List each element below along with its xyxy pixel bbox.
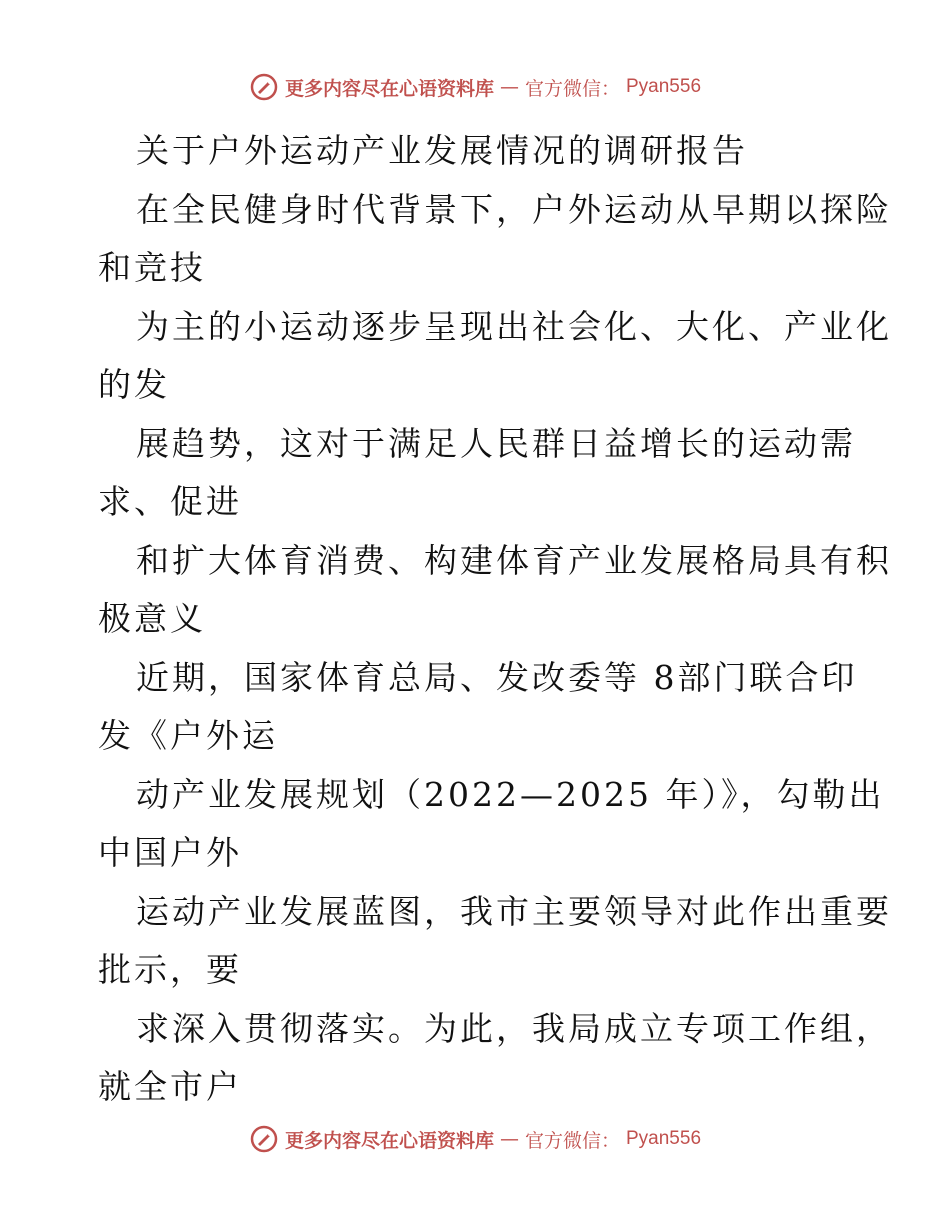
footer-watermark xyxy=(0,1124,950,1154)
watermark-logo-icon xyxy=(249,1124,279,1154)
text-line: 求深入贯彻落实。为此，我局成立专项工作组， xyxy=(136,1008,892,1048)
text-line: 批示，要 xyxy=(98,950,242,989)
text-line: 的发 xyxy=(98,365,170,404)
text-line: 关于户外运动产业发展情况的调研报告 xyxy=(136,131,748,170)
watermark-main-text: 更多内容尽在心语资料库 xyxy=(284,1129,494,1152)
watermark-wechat-id: Pyan556 xyxy=(626,76,702,97)
watermark-wechat-id: Pyan556 xyxy=(626,1128,702,1149)
document-body xyxy=(98,122,892,1117)
text-line: 中国户外 xyxy=(98,833,242,872)
text-line: 求、促进 xyxy=(98,482,242,521)
watermark-separator: — xyxy=(499,76,519,98)
text-line: 就全市户 xyxy=(98,1067,242,1106)
text-line: 发《户外运 xyxy=(98,716,278,755)
text-line: 展趋势，这对于满足人民群日益增长的运动需 xyxy=(136,423,856,463)
header-watermark xyxy=(0,72,950,102)
watermark-wechat-label: 官方微信： xyxy=(524,77,620,100)
text-line: 和竞技 xyxy=(98,248,206,287)
watermark-logo-icon xyxy=(249,72,279,102)
text-line: 动产业发展规划（2022—2025 年）》，勾勒出 xyxy=(136,774,885,814)
text-line: 运动产业发展蓝图，我市主要领导对此作出重要 xyxy=(136,891,892,931)
text-line: 为主的小运动逐步呈现出社会化、大化、产业化 xyxy=(136,306,892,346)
text-line: 极意义 xyxy=(98,599,206,638)
text-line: 和扩大体育消费、构建体育产业发展格局具有积 xyxy=(136,540,892,580)
watermark-separator: — xyxy=(499,1128,519,1150)
watermark-main-text: 更多内容尽在心语资料库 xyxy=(284,77,494,100)
watermark-wechat-label: 官方微信： xyxy=(524,1129,620,1152)
text-line: 在全民健身时代背景下，户外运动从早期以探险 xyxy=(136,189,892,229)
text-line: 近期，国家体育总局、发改委等 8部门联合印 xyxy=(136,657,858,697)
